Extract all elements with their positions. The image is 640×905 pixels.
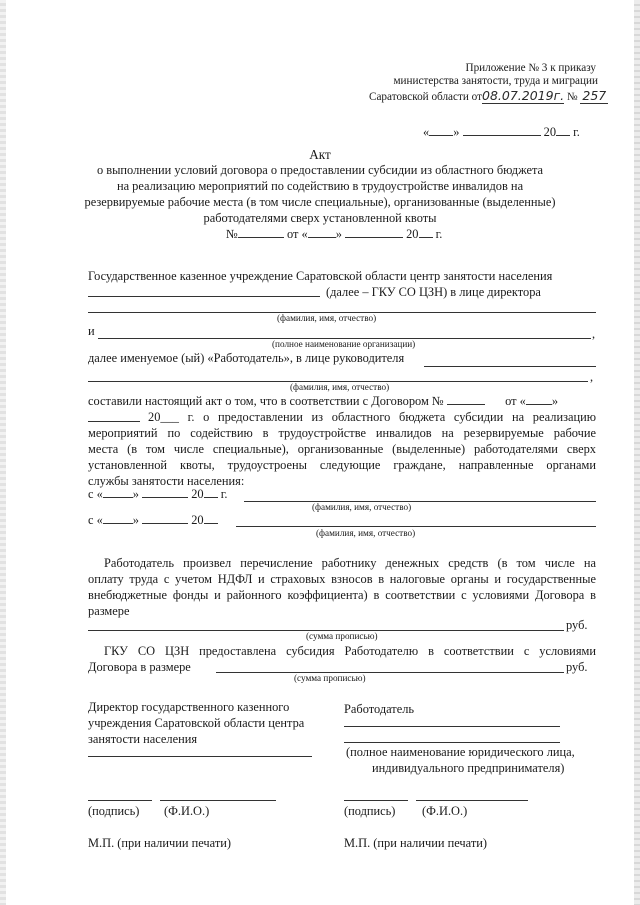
worker2-day-field[interactable] (103, 523, 133, 524)
contract-day-field[interactable] (526, 404, 552, 405)
appendix-number-prefix: № (566, 91, 578, 103)
act-title-line-4: работодателями сверх установленной квоты (203, 211, 437, 225)
act-title-line-3: резервируемые рабочие места (в том числе специальные), организованные (выделенные) (84, 195, 556, 209)
caption-fio-3: (фамилия, имя, отчество) (312, 502, 412, 512)
act-number-line (226, 227, 442, 242)
payment-line-2: оплату труда с учетом НДФЛ и страховых взносов в налоговые органы и государственные (88, 572, 596, 586)
body-p2-line-4: места (в том числе специальные), организованные (выделенные) работодателями сверх (88, 442, 596, 456)
body-p2-line-6: службы занятости населения: (88, 474, 245, 488)
p2-contract-text: составили настоящий акт о том, что в соответствии с Договором № (88, 394, 444, 408)
caption-fio-1: (фамилия, имя, отчество) (277, 313, 377, 323)
subsidy-amount-field[interactable] (216, 672, 564, 673)
worker2-year: 20 (191, 513, 204, 527)
left-sign-label: (подпись) (88, 804, 140, 818)
payment-rub-1: руб. (566, 618, 588, 632)
left-signature-field[interactable] (88, 800, 152, 801)
appendix-line-1: Приложение № 3 к приказу (465, 62, 596, 74)
worker2-year-field[interactable] (204, 523, 218, 524)
left-sign-line-2: учреждения Саратовской области центра (88, 716, 305, 730)
worker1-suffix: г. (220, 487, 228, 501)
caption-sum-2: (сумма прописью) (294, 673, 366, 683)
appendix-line-3-prefix: Саратовской области от (369, 91, 482, 103)
worker2-prefix: с « (88, 513, 103, 527)
act-quote-close: » (335, 227, 342, 241)
left-seal-label: М.П. (при наличии печати) (88, 836, 231, 850)
appendix-line-3 (369, 88, 608, 103)
act-date-line (423, 125, 580, 140)
worker1-month-field[interactable] (142, 497, 188, 498)
right-sign-label: (подпись) (344, 804, 396, 818)
employer-line: далее именуемое (ый) «Работодатель», в лице руководителя (88, 351, 405, 365)
employer-name-field-1[interactable] (344, 726, 560, 727)
subsidy-line-1: ГКУ СО ЦЗН предоставлена субсидия Работодателю в соответствии с условиями (104, 644, 596, 658)
and-label: и (88, 324, 95, 338)
right-signature-field[interactable] (344, 800, 408, 801)
worker1-year: 20 (191, 487, 204, 501)
right-fio-label: (Ф.И.О.) (422, 804, 468, 818)
body-p2-line-3: мероприятий по содействию в трудоустройстве инвалидов на резервируемые рабочие (88, 426, 596, 440)
body-p2-line-1 (88, 394, 558, 409)
left-sign-line-1: Директор государственного казенного (88, 700, 290, 714)
appendix-line-2: министерства занятости, труда и миграции (393, 75, 598, 87)
worker1-year-field[interactable] (204, 497, 218, 498)
employer-comma: , (590, 370, 594, 384)
right-fio-field[interactable] (416, 800, 528, 801)
worker2-fio-field[interactable] (236, 526, 596, 527)
act-year-prefix: 20 (406, 227, 419, 241)
left-fio-field[interactable] (160, 800, 276, 801)
contract-number-field[interactable] (447, 404, 485, 405)
worker-row-2-date (88, 513, 218, 528)
caption-fio-4: (фамилия, имя, отчество) (316, 528, 416, 538)
right-seal-label: М.П. (при наличии печати) (344, 836, 487, 850)
payment-line-3: внебюджетные фонды и районного коэффициента) в соответствии с условиями Договора в (88, 588, 596, 602)
caption-organization: (полное наименование организации) (272, 339, 416, 349)
contract-month-field[interactable] (88, 421, 140, 422)
worker2-month-field[interactable] (142, 523, 188, 524)
caption-fio-2: (фамилия, имя, отчество) (290, 382, 390, 392)
worker-row-1-date (88, 487, 228, 502)
act-from-label: от « (286, 227, 308, 241)
scan-edge-left (0, 0, 6, 905)
body-p2-line-5: установленной квоты, трудоустроены следующие граждане, направленные органами (88, 458, 596, 472)
act-title-line-2: на реализацию мероприятий по содействию в трудоустройстве инвалидов на (116, 179, 524, 193)
caption-sum-1: (сумма прописью) (306, 631, 378, 641)
act-number-prefix: № (226, 227, 238, 241)
date-year-suffix: г. (573, 125, 580, 139)
employer-name-field-2[interactable] (344, 742, 560, 743)
body-p1-line-2: (далее – ГКУ СО ЦЗН) в лице директора (326, 285, 541, 299)
employer-head-blank[interactable] (424, 366, 596, 367)
employer-sign-title: Работодатель (344, 702, 415, 716)
body-p1-line-1: Государственное казенное учреждение Саратовской области центр занятости населения (88, 269, 553, 283)
left-sign-line-3: занятости населения (88, 732, 198, 746)
date-quote-open: « (423, 125, 430, 139)
worker1-fio-field[interactable] (244, 501, 596, 502)
left-fio-label: (Ф.И.О.) (164, 804, 210, 818)
date-quote-close: » (453, 125, 460, 139)
subsidy-line-2: Договора в размере (88, 660, 191, 674)
p2-quote-close: » (551, 394, 559, 408)
payment-line-1: Работодатель произвел перечисление работнику денежных средств (в том числе на (104, 556, 596, 570)
worker1-prefix: с « (88, 487, 103, 501)
payment-rub-2: руб. (566, 660, 588, 674)
act-heading: Акт (309, 147, 331, 162)
body-p2-line-2: 20___ г. о предоставлении из областного бюджета субсидии на реализацию (148, 410, 596, 424)
p2-from: от « (505, 394, 526, 408)
worker1-quote: » (132, 487, 139, 501)
org-comma: , (592, 327, 596, 341)
act-title-line-1: о выполнении условий договора о предоставлении субсидии из областного бюджета (96, 163, 544, 177)
scan-edge-right (634, 0, 640, 905)
date-year-prefix: 20 (543, 125, 557, 139)
employer-caption-2: индивидуального предпринимателя) (372, 761, 565, 775)
handwritten-number: 257 (582, 88, 607, 103)
handwritten-date: 08.07.2019г. (482, 88, 565, 103)
left-blank-line[interactable] (88, 756, 312, 757)
worker2-quote: » (132, 513, 139, 527)
payment-line-4: размере (88, 604, 130, 618)
act-year-suffix: г. (435, 227, 443, 241)
employer-caption-1: (полное наименование юридического лица, (346, 745, 575, 759)
worker1-day-field[interactable] (103, 497, 133, 498)
director-name-blank[interactable] (88, 296, 320, 297)
